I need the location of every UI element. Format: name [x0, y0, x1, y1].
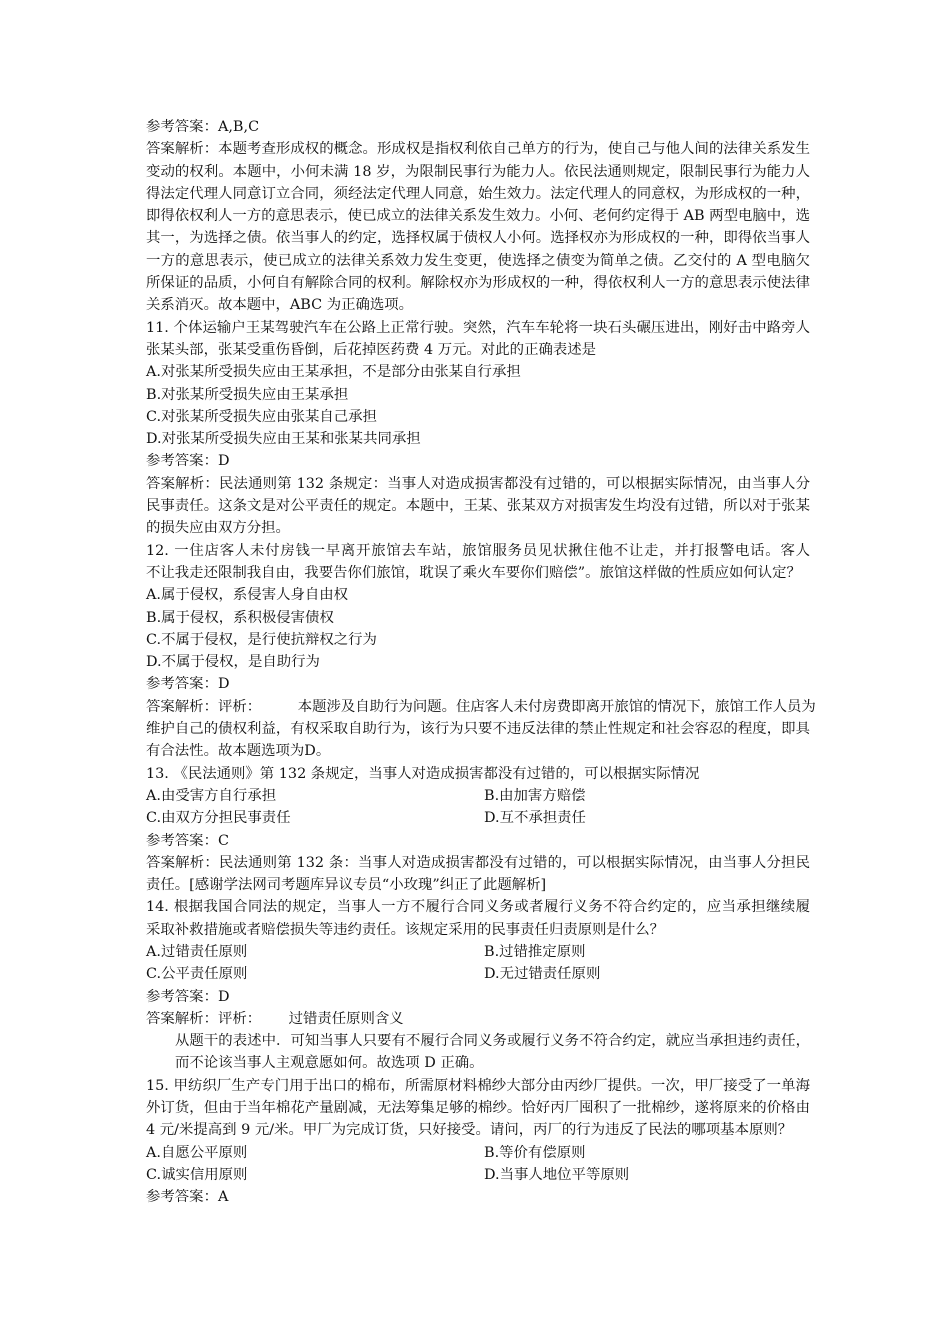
q12-explanation-line: 答案解析：评析： 本题涉及自助行为问题。住店客人未付房费即离开旅馆的情况下，旅馆工作人员为	[146, 698, 816, 715]
q10-explanation-line: 变动的权利。本题中，小何未满 18 岁，为限制民事行为能力人。依民法通则规定，限制民事行为能力人	[146, 163, 810, 180]
q10-explanation-line: 得法定代理人同意订立合同，须经法定代理人同意，始生效力。法定代理人的同意权，为形成权的一种，	[146, 185, 810, 202]
q10-explanation-line: 答案解析：本题考查形成权的概念。形成权是指权利依自己单方的行为，使自己与他人间的法律关系发生	[146, 141, 810, 158]
q15-stem: 外订货，但由于当年棉花产量剧减，无法筹集足够的棉纱。恰好丙厂囤积了一批棉纱，遂将原来的价格由	[146, 1100, 810, 1117]
q14-option-c: C.公平责任原则	[146, 966, 248, 983]
q13-explanation-line: 责任。[感谢学法网司考题库异议专员“小玫瑰”纠正了此题解析]	[146, 877, 547, 894]
q13-option-c: C.由双方分担民事责任	[146, 810, 291, 827]
q15-option-d: D.当事人地位平等原则	[484, 1166, 630, 1183]
q11-explanation-line: 的损失应由双方分担。	[146, 520, 290, 537]
q11-option-a: A.对张某所受损失应由王某承担，不是部分由张某自行承担	[146, 364, 521, 381]
q13-stem: 13. 《民法通则》第 132 条规定，当事人对造成损害都没有过错的，可以根据实际情况	[146, 765, 700, 782]
q12-explanation-line: 维护自己的债权利益，有权采取自助行为，该行为只要不违反法律的禁止性规定和社会容忍的程度，即具	[146, 721, 810, 738]
q13-answer: 参考答案：C	[146, 832, 229, 849]
q10-explanation-line: 一方的意思表示，使已成立的法律关系效力发生变更，使选择之债变为简单之债。乙交付的 A 型电脑欠	[146, 252, 810, 269]
q14-option-b: B.过错推定原则	[484, 943, 586, 960]
q13-option-d: D.互不承担责任	[484, 810, 586, 827]
q11-explanation-line: 民事责任。这条文是对公平责任的规定。本题中，王某、张某双方对损害发生均没有过错，所以对于张某	[146, 498, 810, 515]
q12-option-c: C.不属于侵权，是行使抗辩权之行为	[146, 631, 377, 648]
q12-answer: 参考答案：D	[146, 676, 230, 693]
q13-option-a: A.由受害方自行承担	[146, 787, 277, 804]
q14-options-row	[146, 941, 810, 963]
q10-explanation-line: 其一，为选择之债。依当事人的约定，选择权属于债权人小何。选择权亦为形成权的一种，即得依当事人	[146, 230, 810, 247]
q10-explanation-line: 关系消灭。故本题中，ABC 为正确选项。	[146, 297, 414, 314]
q14-stem: 采取补救措施或者赔偿损失等违约责任。该规定采用的民事责任归责原则是什么？	[146, 921, 665, 938]
q13-explanation-line: 答案解析：民法通则第 132 条：当事人对造成损害都没有过错的，可以根据实际情况，由当事人分担民	[146, 854, 810, 871]
q15-options-row	[146, 1164, 810, 1186]
q12-option-b: B.属于侵权，系积极侵害债权	[146, 609, 334, 626]
q10-explanation-line: 即得依权利人一方的意思表示，使已成立的法律关系发生效力。小何、老何约定得于 AB 两型电脑中，选	[146, 208, 810, 225]
q15-option-c: C.诚实信用原则	[146, 1166, 248, 1183]
q15-option-b: B.等价有偿原则	[484, 1144, 586, 1161]
q11-answer: 参考答案：D	[146, 453, 230, 470]
q10-explanation-line: 所保证的品质，小何自有解除合同的权利。解除权亦为形成权的一种，得依权利人一方的意思表示使法律	[146, 275, 810, 292]
document-page	[146, 116, 816, 1209]
q11-option-b: B.对张某所受损失应由王某承担	[146, 386, 349, 403]
q11-option-c: C.对张某所受损失应由张某自己承担	[146, 408, 377, 425]
q13-option-b: B.由加害方赔偿	[484, 787, 586, 804]
q14-explanation-line: 从题干的表述中．可知当事人只要有不履行合同义务或履行义务不符合约定，就应当承担违约责任，	[175, 1033, 810, 1050]
q13-options-row	[146, 785, 810, 807]
q14-answer: 参考答案：D	[146, 988, 230, 1005]
q15-option-a: A.自愿公平原则	[146, 1144, 248, 1161]
q15-options-row	[146, 1142, 810, 1164]
q14-stem: 14. 根据我国合同法的规定，当事人一方不履行合同义务或者履行义务不符合约定的，应当承担继续履	[146, 899, 810, 916]
q11-stem: 张某头部，张某受重伤昏倒，后花掉医药费 4 万元。对此的正确表述是	[146, 341, 597, 358]
q14-option-a: A.过错责任原则	[146, 943, 248, 960]
q11-option-d: D.对张某所受损失应由王某和张某共同承担	[146, 431, 421, 448]
q15-stem: 4 元/米提高到 9 元/米。甲厂为完成订货，只好接受。请问，丙厂的行为违反了民法的哪项基本原则？	[146, 1122, 793, 1139]
q13-options-row	[146, 807, 810, 829]
q11-stem: 11. 个体运输户王某驾驶汽车在公路上正常行驶。突然，汽车车轮将一块石头碾压进出，刚好击中路旁人	[146, 319, 810, 336]
q14-options-row	[146, 963, 810, 985]
q12-explanation-line: 有合法性。故本题选项为D。	[146, 743, 331, 760]
q12-option-a: A.属于侵权，系侵害人身自由权	[146, 587, 349, 604]
q14-explanation-line: 答案解析：评析： 过错责任原则含义	[146, 1010, 404, 1027]
q10-answer: 参考答案：A,B,C	[146, 119, 260, 135]
q12-stem: 12. 一住店客人未付房钱一早离开旅馆去车站，旅馆服务员见状揪住他不让走，并打报警电话。客人	[146, 542, 810, 559]
q15-answer: 参考答案：A	[146, 1189, 229, 1206]
q14-option-d: D.无过错责任原则	[484, 966, 601, 983]
q15-stem: 15. 甲纺织厂生产专门用于出口的棉布，所需原材料棉纱大部分由丙纱厂提供。一次，甲厂接受了一单海	[146, 1077, 810, 1094]
q11-explanation-line: 答案解析：民法通则第 132 条规定：当事人对造成损害都没有过错的，可以根据实际情况，由当事人分	[146, 475, 810, 492]
q12-stem: 不让我走还限制我自由，我要告你们旅馆，耽误了乘火车要你们赔偿”。旅馆这样做的性质应如何认定？	[146, 564, 801, 581]
q12-option-d: D.不属于侵权，是自助行为	[146, 654, 320, 671]
q14-explanation-line: 而不论该当事人主观意愿如何。故选项 D 正确。	[175, 1055, 484, 1072]
